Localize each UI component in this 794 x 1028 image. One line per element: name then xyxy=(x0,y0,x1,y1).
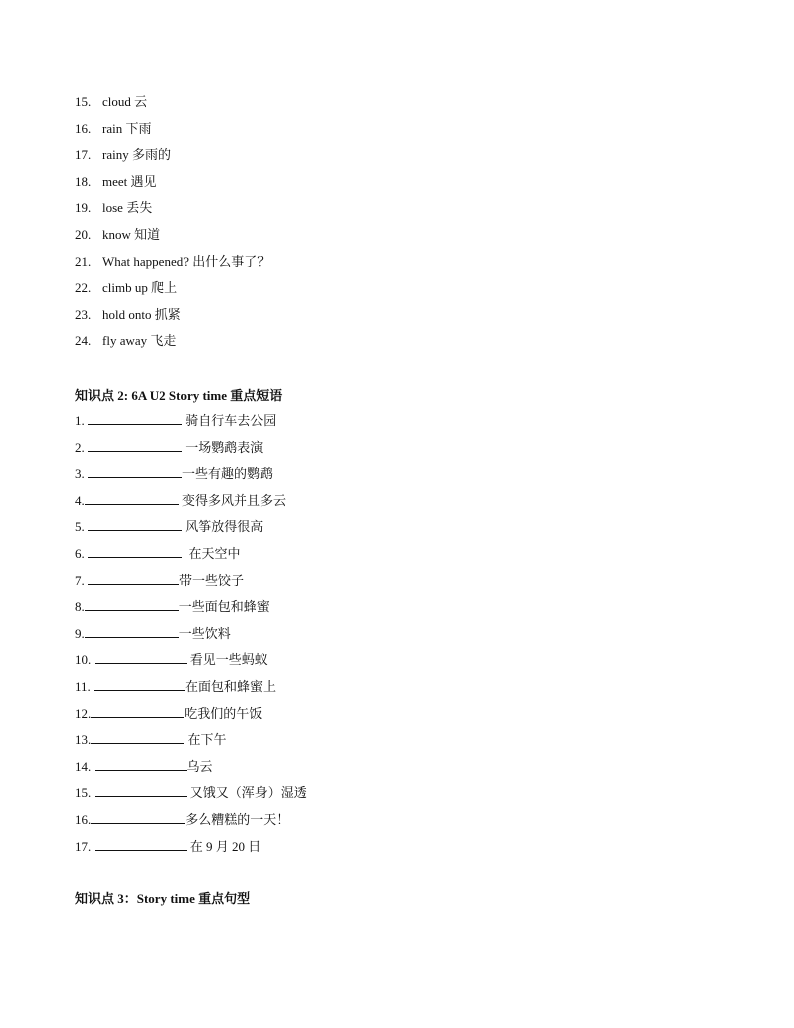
list-item xyxy=(75,252,270,279)
fill-in-item xyxy=(75,517,307,544)
fill-in-item xyxy=(75,783,307,810)
section-3-heading: 知识点 3：Story time 重点句型 xyxy=(75,891,251,906)
item-text: 骑自行车去公园 xyxy=(185,413,277,428)
answer-blank[interactable] xyxy=(91,705,184,718)
item-number: 7. xyxy=(75,572,85,588)
answer-blank[interactable] xyxy=(95,784,187,797)
item-text: 一些饮料 xyxy=(178,625,231,641)
item-number: 20. xyxy=(75,226,92,242)
list-item xyxy=(75,278,270,305)
item-text: meet 遇见 xyxy=(102,173,157,189)
item-text: 又饿又（浑身）湿透 xyxy=(189,785,307,801)
list-item xyxy=(75,225,270,252)
item-number: 21. xyxy=(75,253,92,269)
item-number: 12. xyxy=(75,705,92,721)
item-number: 15. xyxy=(75,785,92,801)
list-item xyxy=(75,145,270,172)
fill-in-item xyxy=(75,677,307,704)
item-text: 风筝放得很高 xyxy=(185,519,264,535)
item-number: 2. xyxy=(75,439,85,455)
answer-blank[interactable] xyxy=(88,412,182,425)
list-item xyxy=(75,198,270,225)
item-text: 在 9 月 20 日 xyxy=(189,838,262,854)
item-number: 15. xyxy=(75,94,92,109)
fill-in-item xyxy=(75,730,307,757)
item-number: 19. xyxy=(75,200,92,216)
item-text: 一些面包和蜂蜜 xyxy=(178,599,270,615)
answer-blank[interactable] xyxy=(88,545,182,558)
fill-in-item xyxy=(75,757,307,784)
item-number: 11. xyxy=(75,678,91,694)
answer-blank[interactable] xyxy=(91,811,185,824)
item-text: rainy 多雨的 xyxy=(102,147,171,163)
item-number: 16. xyxy=(75,811,92,827)
answer-blank[interactable] xyxy=(85,492,179,505)
item-number: 18. xyxy=(75,173,92,189)
phrase-list xyxy=(75,411,307,863)
item-text: 一场鹦鹉表演 xyxy=(185,439,264,455)
item-text: 变得多风并且多云 xyxy=(182,492,287,508)
item-text: climb up 爬上 xyxy=(102,280,178,296)
item-text: hold onto 抓紧 xyxy=(102,306,181,322)
item-number: 9. xyxy=(75,625,85,641)
fill-in-item xyxy=(75,704,307,731)
fill-in-item xyxy=(75,411,307,438)
list-item xyxy=(75,305,270,332)
fill-in-item xyxy=(75,438,307,465)
item-text: fly away 飞走 xyxy=(102,333,177,349)
item-number: 14. xyxy=(75,758,92,774)
item-text: 在天空中 xyxy=(188,545,241,561)
item-text: 乌云 xyxy=(186,758,213,774)
fill-in-item xyxy=(75,650,307,677)
item-text: rain 下雨 xyxy=(102,120,152,136)
item-text: 在面包和蜂蜜上 xyxy=(185,678,277,694)
answer-blank[interactable] xyxy=(88,439,182,452)
item-number: 22. xyxy=(75,280,92,296)
item-number: 24. xyxy=(75,333,92,349)
fill-in-item xyxy=(75,571,307,598)
fill-in-item xyxy=(75,544,307,571)
item-number: 1. xyxy=(75,413,85,428)
item-number: 4. xyxy=(75,492,85,508)
answer-blank[interactable] xyxy=(95,651,187,664)
vocabulary-list xyxy=(75,92,270,358)
fill-in-item xyxy=(75,491,307,518)
answer-blank[interactable] xyxy=(88,465,182,478)
fill-in-item xyxy=(75,837,307,864)
answer-blank[interactable] xyxy=(88,572,179,585)
answer-blank[interactable] xyxy=(95,758,187,771)
item-number: 8. xyxy=(75,599,85,615)
section-2-heading: 知识点 2: 6A U2 Story time 重点短语 xyxy=(75,388,283,403)
item-text: 多么糟糕的一天！ xyxy=(185,811,290,827)
fill-in-item xyxy=(75,624,307,651)
fill-in-item xyxy=(75,464,307,491)
answer-blank[interactable] xyxy=(85,625,179,638)
item-text: 看见一些蚂蚁 xyxy=(189,652,268,668)
list-item xyxy=(75,119,270,146)
answer-blank[interactable] xyxy=(85,598,179,611)
item-text: 吃我们的午饭 xyxy=(184,705,263,721)
fill-in-item xyxy=(75,810,307,837)
item-text: know 知道 xyxy=(102,226,161,242)
item-number: 5. xyxy=(75,519,85,535)
item-number: 13. xyxy=(75,732,92,748)
item-text: lose 丢失 xyxy=(102,200,153,216)
item-text: What happened? 出什么事了？ xyxy=(102,253,271,269)
answer-blank[interactable] xyxy=(94,678,185,691)
list-item xyxy=(75,172,270,199)
list-item xyxy=(75,92,270,119)
item-text: 在下午 xyxy=(187,732,227,748)
item-number: 17. xyxy=(75,147,92,163)
answer-blank[interactable] xyxy=(91,731,184,744)
item-number: 23. xyxy=(75,306,92,322)
item-text: 带一些饺子 xyxy=(179,572,245,588)
item-number: 10. xyxy=(75,652,92,668)
item-number: 6. xyxy=(75,545,85,561)
item-number: 16. xyxy=(75,120,92,136)
item-text: cloud 云 xyxy=(102,94,148,109)
answer-blank[interactable] xyxy=(88,518,182,531)
item-number: 17. xyxy=(75,838,92,854)
answer-blank[interactable] xyxy=(95,838,187,851)
list-item xyxy=(75,331,270,358)
fill-in-item xyxy=(75,597,307,624)
item-number: 3. xyxy=(75,466,85,482)
item-text: 一些有趣的鹦鹉 xyxy=(182,466,274,482)
